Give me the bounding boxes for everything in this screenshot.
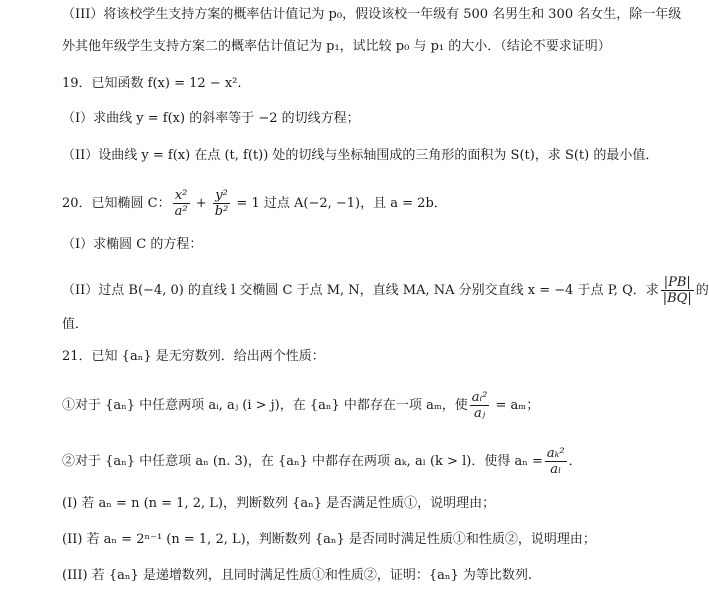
plus-sign: + xyxy=(191,196,211,211)
frac-denominator: aₗ xyxy=(550,462,562,477)
frac-numerator: aᵢ² xyxy=(471,390,488,405)
frac-numerator: y² xyxy=(213,188,231,204)
q20-part2-tail: 的 xyxy=(695,283,709,298)
frac-numerator: x² xyxy=(173,188,190,204)
property-2-text: ②对于 {aₙ} 中任意项 aₙ (n. 3)，在 {aₙ} 中都存在两项 aₖ, aₗ (k > l)．使得 aₙ = xyxy=(62,454,543,469)
frac-numerator: aₖ² xyxy=(546,446,565,461)
frac-denominator: b² xyxy=(214,204,229,219)
ai2-over-aj-fraction xyxy=(470,390,490,421)
q20-part2-text: （II）过点 B(−4, 0) 的直线 l 交椭圆 C 于点 M, N，直线 MA, NA 分别交直线 x = −4 于点 P, Q．求 xyxy=(62,283,659,298)
q21-part3: (III) 若 {aₙ} 是递增数列，且同时满足性质①和性质②，证明：{aₙ} 为等比数列. xyxy=(62,568,533,583)
ak2-over-al-fraction xyxy=(545,446,567,477)
property-1 xyxy=(62,390,539,421)
q19-part2: （II）设曲线 y = f(x) 在点 (t, f(t)) 处的切线与坐标轴围成的三角形的面积为 S(t)，求 S(t) 的最小值． xyxy=(62,148,659,163)
q21-stem: 21．已知 {aₙ} 是无穷数列．给出两个性质： xyxy=(62,349,325,364)
x2-over-a2-fraction xyxy=(173,188,190,219)
property-1-text: ①对于 {aₙ} 中任意两项 aᵢ, aⱼ (i > j)，在 {aₙ} 中都存在一项 aₘ，使 xyxy=(62,398,468,413)
property-1-tail: = aₘ； xyxy=(491,398,540,413)
pb-over-bq-fraction xyxy=(661,275,694,306)
y2-over-b2-fraction xyxy=(213,188,231,219)
q21-part2: (II) 若 aₙ = 2ⁿ⁻¹ (n = 1, 2, L)，判断数列 {aₙ} 是否同时满足性质①和性质②，说明理由； xyxy=(62,532,596,547)
property-2 xyxy=(62,446,582,477)
q18-part3-line2: 外其他年级学生支持方案二的概率估计值记为 p₁，试比较 p₀ 与 p₁ 的大小．（结论不要求证明） xyxy=(62,39,611,54)
q18-part3-line1: （III）将该校学生支持方案的概率估计值记为 p₀，假设该校一年级有 500 名男生和 300 名女生，除一年级 xyxy=(62,7,682,22)
q20-stem-text: 20．已知椭圆 C： xyxy=(62,196,171,211)
q19-stem: 19．已知函数 f(x) = 12 − x². xyxy=(62,76,242,91)
frac-denominator: |BQ| xyxy=(662,291,692,306)
q20-stem-tail: = 1 过点 A(−2, −1)，且 a = 2b． xyxy=(232,196,447,211)
q20-part1: （I）求椭圆 C 的方程： xyxy=(62,237,203,252)
q19-part1: （I）求曲线 y = f(x) 的斜率等于 −2 的切线方程； xyxy=(62,111,360,126)
frac-numerator: |PB| xyxy=(661,275,694,291)
q21-part1: (I) 若 aₙ = n (n = 1, 2, L)，判断数列 {aₙ} 是否满足性质①，说明理由； xyxy=(62,496,496,511)
frac-denominator: aⱼ xyxy=(473,406,486,421)
q20-part2-cont: 值． xyxy=(62,317,89,332)
q20-stem xyxy=(62,188,447,219)
q20-part2 xyxy=(62,275,709,306)
frac-denominator: a² xyxy=(174,204,188,219)
property-2-tail: ． xyxy=(568,454,582,469)
